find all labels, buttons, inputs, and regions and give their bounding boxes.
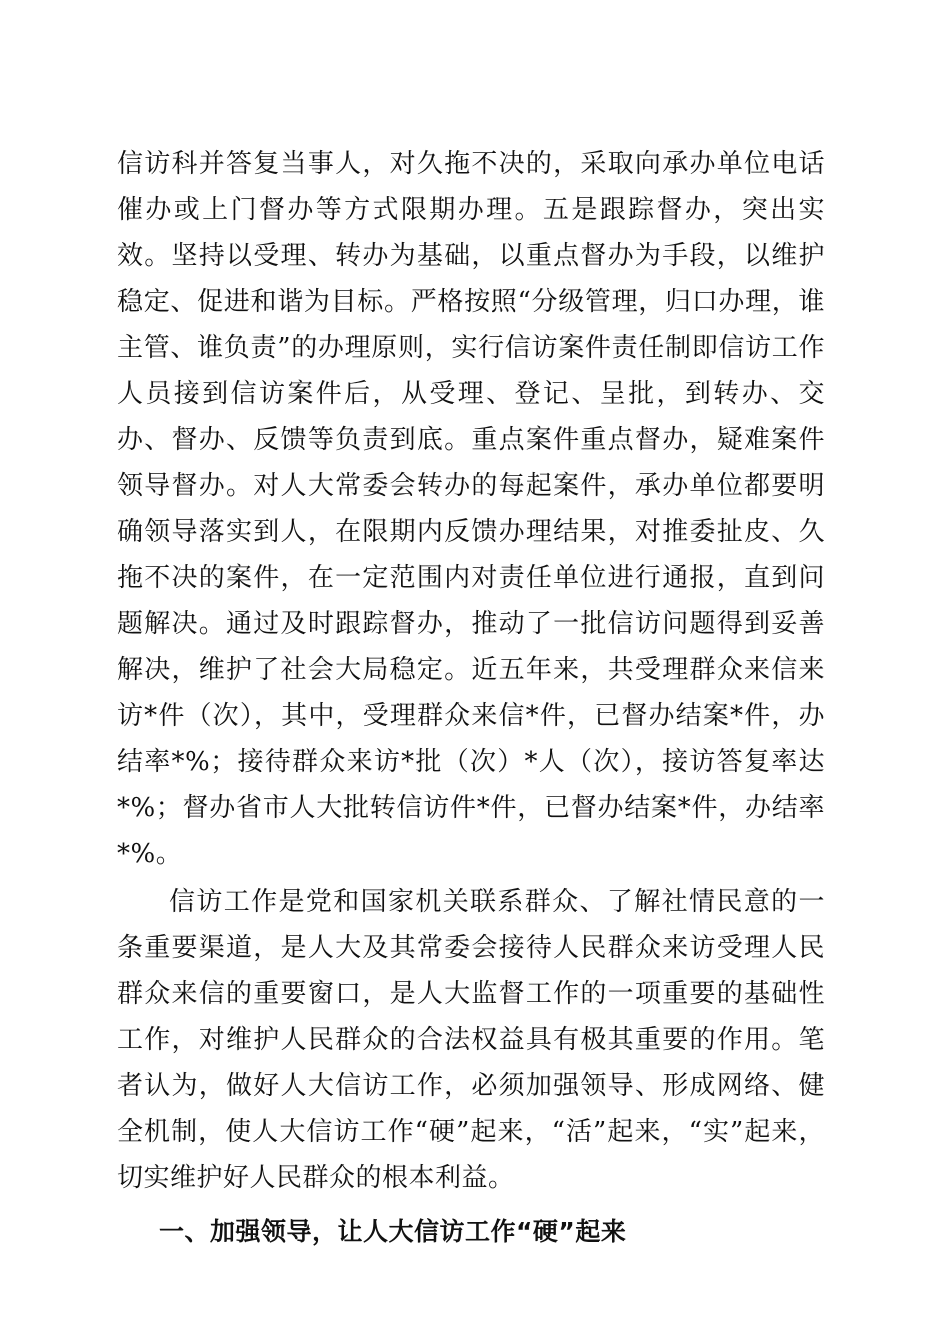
document-body: [117, 141, 825, 1255]
body-paragraph: 信访科并答复当事人，对久拖不决的，采取向承办单位电话催办或上门督办等方式限期办理。五是跟踪督办，突出实效。坚持以受理、转办为基础，以重点督办为手段，以维护稳定、促进和谐为目标。严格按照“分级管理，归口办理，谁主管、谁负责”的办理原则，实行信访案件责任制即信访工作人员接到信访案件后，从受理、登记、呈批，到转办、交办、督办、反馈等负责到底。重点案件重点督办，疑难案件领导督办。对人大常委会转办的每起案件，承办单位都要明确领导落实到人，在限期内反馈办理结果，对推委扯皮、久拖不决的案件，在一定范围内对责任单位进行通报，直到问题解决。通过及时跟踪督办，推动了一批信访问题得到妥善解决，维护了社会大局稳定。近五年来，共受理群众来信来访*件（次），其中，受理群众来信*件，已督办结案*件，办结率*%；接待群众来访*批（次）*人（次），接访答复率达*%；督办省市人大批转信访件*件，已督办结案*件，办结率*%。: [117, 149, 825, 869]
section-heading: 一、加强领导，让人大信访工作“硬”起来: [159, 1217, 627, 1246]
body-paragraph: 信访工作是党和国家机关联系群众、了解社情民意的一条重要渠道，是人大及其常委会接待人民群众来访受理人民群众来信的重要窗口，是人大监督工作的一项重要的基础性工作，对维护人民群众的合法权益具有极其重要的作用。笔者认为，做好人大信访工作，必须加强领导、形成网络、健全机制，使人大信访工作“硬”起来，“活”起来，“实”起来，切实维护好人民群众的根本利益。: [117, 887, 825, 1193]
